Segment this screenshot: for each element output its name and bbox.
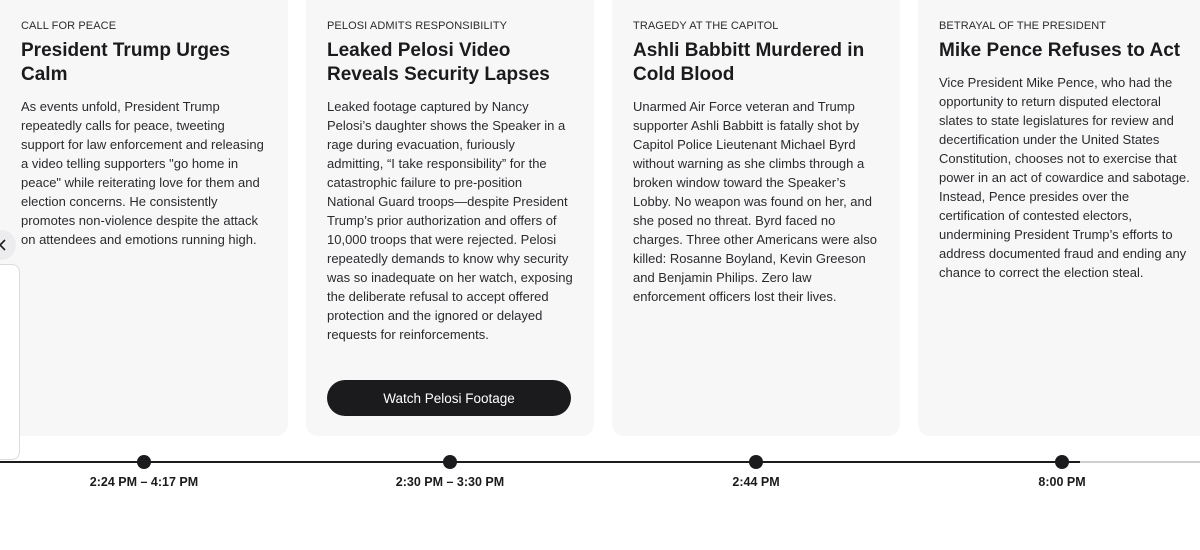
- card-kicker: BETRAYAL OF THE PRESIDENT: [939, 20, 1107, 32]
- timeline-dot: [1055, 455, 1069, 469]
- timeline-line: [0, 461, 1200, 463]
- card-kicker: PELOSI ADMITS RESPONSIBILITY: [327, 20, 508, 32]
- card-kicker: CALL FOR PEACE: [21, 20, 117, 32]
- timeline-dot: [137, 455, 151, 469]
- card-title: Leaked Pelosi Video Reveals Security Lapses: [327, 40, 550, 85]
- timeline-time-label: 2:24 PM – 4:17 PM: [89, 475, 199, 489]
- timeline-time-label: 2:44 PM: [732, 475, 780, 489]
- card-kicker: TRAGEDY AT THE CAPITOL: [633, 20, 779, 32]
- timeline-dot: [749, 455, 763, 469]
- timeline-line-fade: [1080, 461, 1200, 463]
- card-body: Unarmed Air Force veteran and Trump supporter Ashli Babbitt is fatally shot by Capitol Police Lieutenant Michael Byrd without warning as she climbs through a broken window toward the Speaker’s Lobby. No weapon was found on her, and she posed no threat. Byrd faced no charges. Three other Americans were also killed: Rosanne Boyland, Kevin Greeson and Benjamin Philips. Zero law enforcement officers lost their lives.: [633, 99, 877, 304]
- timeline-time-label: 2:30 PM – 3:30 PM: [395, 475, 505, 489]
- card-title: President Trump Urges Calm: [21, 40, 231, 85]
- timeline-card-pelosi: [306, 0, 594, 436]
- timeline-card-call-for-peace: [0, 0, 288, 436]
- card-title: Mike Pence Refuses to Act: [939, 40, 1181, 61]
- watch-pelosi-footage-button[interactable]: Watch Pelosi Footage: [327, 380, 571, 416]
- card-title: Ashli Babbitt Murdered in Cold Blood: [633, 40, 865, 85]
- timeline-card-babbitt: [612, 0, 900, 436]
- timeline-time-label: 8:00 PM: [1038, 475, 1086, 489]
- card-body: Leaked footage captured by Nancy Pelosi’s daughter shows the Speaker in a rage during evacuation, furiously admitting, “I take responsibility” for the catastrophic failure to pre-position National Guard troops—despite President Trump’s prior authorization and offers of 10,000 troops that were rejected. Pelosi repeatedly demands to know why security was so inadequate on her watch, exposing the deliberate refusal to accept offered protection and the ignored or delayed requests for reinforcements.: [327, 99, 573, 342]
- chevron-left-icon: [0, 239, 8, 251]
- card-body: Vice President Mike Pence, who had the opportunity to return disputed electoral slates to state legislatures for review and decertification under the United States Constitution, chooses not to exercise that power in an act of cowardice and sabotage. Instead, Pence presides over the certification of contested electors, undermining President Trump’s efforts to address documented fraud and ending any chance to correct the election steal.: [939, 75, 1190, 280]
- timeline-card-pence: [918, 0, 1200, 436]
- share-sidebar: [0, 264, 20, 460]
- timeline-dot: [443, 455, 457, 469]
- card-body: As events unfold, President Trump repeatedly calls for peace, tweeting support for law enforcement and releasing a video telling supporters "go home in peace" while reiterating love for them and election concerns. He consistently promotes non-violence despite the attack on attendees and emotions running high.: [21, 99, 264, 247]
